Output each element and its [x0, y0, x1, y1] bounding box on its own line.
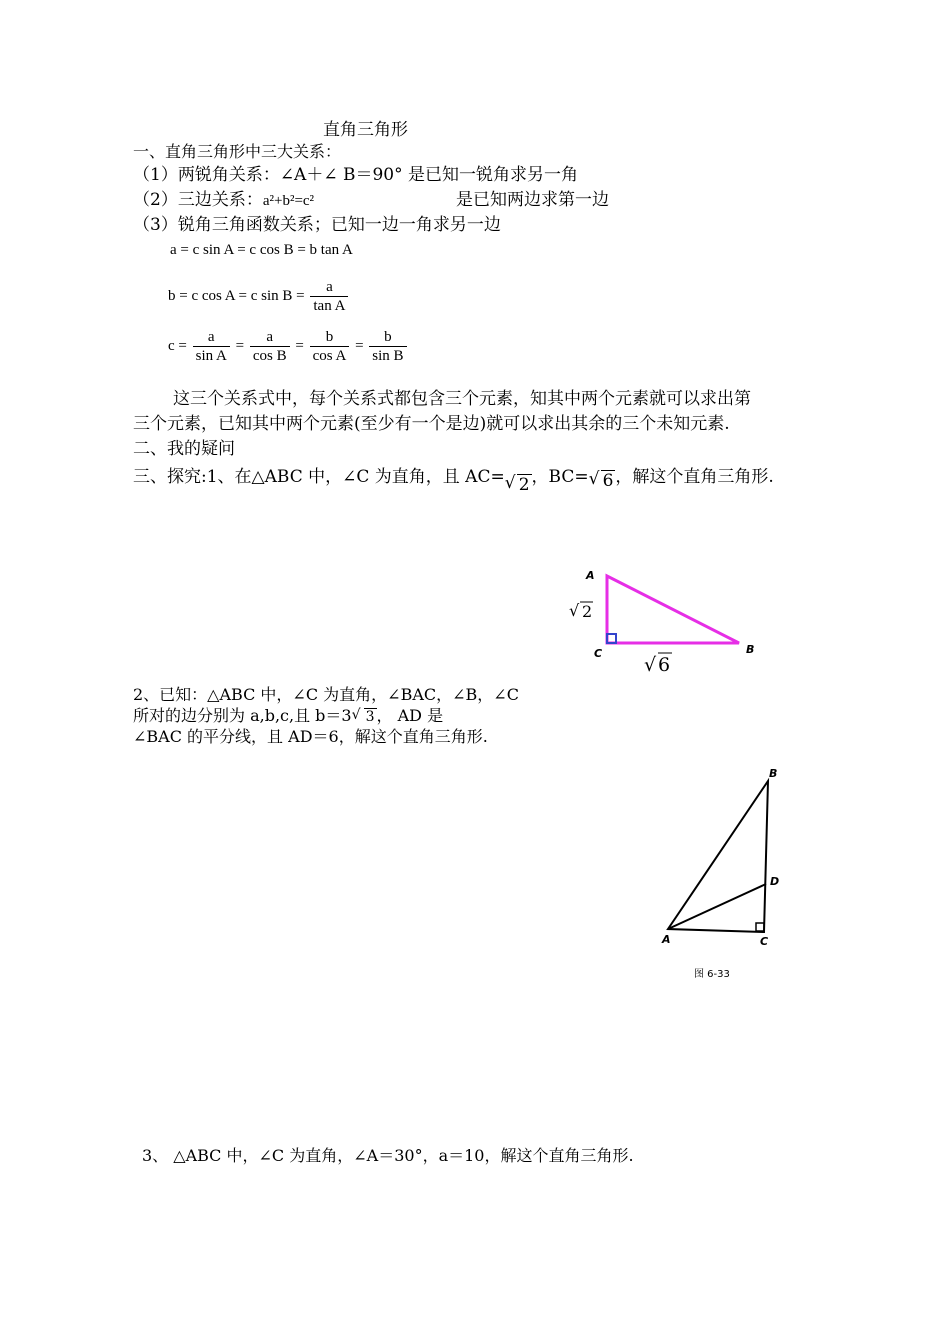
equals-sign: = — [295, 338, 304, 354]
relation-item-2-label: （2）三边关系： — [133, 190, 263, 210]
paragraph-line-1: 这三个关系式中，每个关系式都包含三个元素，知其中两个元素就可以求出第 — [173, 389, 751, 409]
formula-c-prefix: c = — [168, 338, 187, 354]
sqrt-expression — [589, 470, 616, 492]
radical-icon: √ — [588, 469, 600, 489]
problem-2-line-3: ∠BAC 的平分线，且 AD＝6，解这个直角三角形. — [133, 727, 488, 746]
formula-b-left: b = c cos A = c sin B = — [168, 288, 305, 304]
fraction-numerator: b — [310, 328, 350, 347]
right-angle-marker — [756, 923, 764, 931]
formula-line-c — [168, 328, 409, 365]
radical-icon: √ — [644, 654, 657, 676]
relation-item-2-note: 是已知两边求第一边 — [456, 190, 609, 210]
fraction-numerator: a — [250, 328, 290, 347]
formula-c-fraction-4 — [369, 328, 406, 365]
formula-line-a: a = c sin A = c cos B = b tan A — [170, 242, 353, 258]
point-label-d: D — [770, 875, 780, 888]
side-bc-label: 6 — [658, 654, 671, 676]
problem-2-text-a: 所对的边分别为 a,b,c,且 b＝3 — [133, 706, 352, 725]
vertex-label-c: C — [760, 935, 769, 948]
fraction-numerator: a — [193, 328, 230, 347]
radical-icon: √ — [504, 473, 516, 493]
radical-icon: √ — [351, 707, 361, 723]
section1-heading: 一、直角三角形中三大关系： — [133, 142, 342, 161]
section2-heading: 二、我的疑问 — [133, 439, 235, 459]
fraction-denominator: sin B — [372, 348, 404, 364]
problem-1 — [133, 466, 774, 495]
formula-c-fraction-3 — [310, 328, 350, 365]
relation-item-2 — [133, 189, 314, 212]
radicand: 6 — [602, 471, 614, 491]
relation-item-3: （3）锐角三角函数关系；已知一边一角求另一边 — [133, 215, 501, 235]
fraction-denominator: cos B — [252, 348, 287, 364]
problem-1-text-c: ，解这个直角三角形. — [615, 467, 774, 487]
sqrt-expression — [505, 474, 532, 496]
figure-caption: 图 6-33 — [694, 969, 730, 980]
problem-2-line-2 — [133, 706, 443, 727]
vertex-label-a: A — [586, 569, 595, 582]
formula-line-b — [168, 278, 350, 315]
vertex-label-b: B — [769, 767, 778, 780]
triangle-figure-2 — [650, 760, 790, 990]
problem-2-line-1: 2、已知：△ABC 中，∠C 为直角，∠BAC，∠B，∠C — [133, 685, 519, 704]
triangle-figure-1 — [560, 560, 780, 680]
equals-sign: = — [235, 338, 245, 354]
problem-3: 3、 △ABC 中，∠C 为直角，∠A＝30°，a＝10，解这个直角三角形. — [142, 1146, 634, 1165]
radical-icon: √ — [569, 601, 580, 620]
problem-1-text-a: 三、探究:1、在△ABC 中，∠C 为直角，且 AC= — [133, 467, 505, 487]
radicand: 2 — [518, 475, 530, 495]
triangle-outline — [668, 781, 768, 932]
vertex-label-c: C — [594, 647, 603, 660]
formula-c-fraction-2 — [250, 328, 290, 365]
problem-2-text-b: ， AD 是 — [376, 706, 444, 725]
fraction-denominator: cos A — [312, 348, 347, 364]
fraction-denominator: sin A — [195, 348, 227, 364]
side-ac-label: 2 — [582, 602, 593, 621]
fraction-numerator: a — [310, 278, 348, 297]
vertex-label-a: A — [662, 933, 671, 946]
problem-1-text-b: ，BC= — [531, 467, 589, 487]
paragraph-line-2: 三个元素，已知其中两个元素(至少有一个是边)就可以求出其余的三个未知元素. — [133, 414, 730, 434]
pythagorean-formula: a²+b²=c² — [262, 193, 315, 209]
triangle-outline — [607, 576, 739, 643]
sqrt-expression — [352, 707, 377, 727]
fraction-numerator: b — [369, 328, 406, 347]
formula-b-fraction — [310, 278, 348, 315]
relation-item-1: （1）两锐角关系：∠A＋∠ B＝90° 是已知一锐角求另一角 — [133, 165, 579, 185]
page-title: 直角三角形 — [323, 120, 408, 140]
radicand: 3 — [365, 709, 375, 725]
equals-sign: = — [355, 338, 364, 354]
vertex-label-b: B — [746, 643, 755, 656]
formula-c-fraction-1 — [193, 328, 230, 365]
fraction-denominator: tan A — [313, 298, 346, 314]
